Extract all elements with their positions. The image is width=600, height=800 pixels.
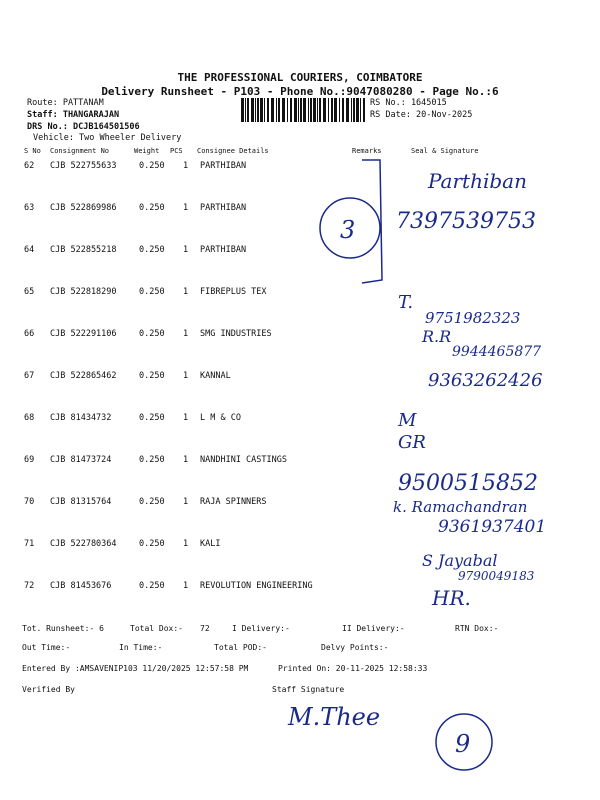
circle-annotation-3	[320, 198, 380, 258]
rtn-dox: RTN Dox:-	[455, 624, 499, 633]
row-consignment: CJB 81315764	[50, 497, 112, 507]
barcode-bar	[300, 98, 302, 122]
row-sno: 65	[24, 287, 35, 297]
barcode-bar	[339, 98, 340, 122]
verified-by: Verified By	[22, 685, 75, 694]
row-sno: 66	[24, 329, 35, 339]
row-weight: 0.250	[139, 287, 165, 297]
total-pod: Total POD:-	[214, 643, 267, 652]
handwritten-9: 9	[455, 730, 471, 758]
barcode-bar	[287, 98, 288, 122]
col-consignee: Consignee Details	[197, 147, 269, 155]
row-weight: 0.250	[139, 581, 165, 591]
row-pcs: 1	[183, 455, 189, 465]
row-weight: 0.250	[139, 203, 165, 213]
ii-delivery: II Delivery:-	[342, 624, 405, 633]
barcode-bar	[334, 98, 337, 122]
handwritten-phone-5: 9500515852	[398, 471, 538, 496]
row-sno: 71	[24, 539, 35, 549]
row-pcs: 1	[183, 203, 189, 213]
row-consignee: PARTHIBAN	[200, 161, 247, 171]
row-consignee: KALI	[200, 539, 221, 549]
barcode-bar	[257, 98, 259, 122]
handwritten-name-6: k. Ramachandran	[393, 498, 528, 516]
barcode-bar	[278, 98, 280, 122]
tot-runsheet: Tot. Runsheet:- 6	[22, 624, 104, 633]
i-delivery: I Delivery:-	[232, 624, 290, 633]
row-sno: 72	[24, 581, 35, 591]
drs-label: DRS No.: DCJB164501506	[27, 122, 140, 132]
row-weight: 0.250	[139, 161, 165, 171]
col-weight: Weight	[134, 147, 160, 155]
barcode-bar	[241, 98, 244, 122]
handwritten-phone-2: 9751982323	[425, 309, 521, 327]
row-sno: 64	[24, 245, 35, 255]
barcode-bar	[260, 98, 263, 122]
row-weight: 0.250	[139, 329, 165, 339]
row-pcs: 1	[183, 329, 189, 339]
row-weight: 0.250	[139, 371, 165, 381]
col-consignment: Consignment No	[50, 147, 110, 155]
handwritten-signature-1: Parthiban	[428, 169, 527, 193]
remarks-bracket	[362, 160, 382, 283]
col-pcs: PCS	[170, 147, 183, 155]
barcode-bar	[310, 98, 312, 122]
handwritten-phone-3: 9944465877	[452, 344, 542, 360]
col-seal-signature: Seal & Signature	[411, 147, 479, 155]
row-consignment: CJB 81453676	[50, 581, 112, 591]
row-weight: 0.250	[139, 245, 165, 255]
row-weight: 0.250	[139, 413, 165, 423]
barcode-bar	[360, 98, 361, 122]
col-remarks: Remarks	[352, 147, 382, 155]
row-consignee: PARTHIBAN	[200, 245, 247, 255]
barcode-bar	[363, 98, 365, 122]
barcode-bar	[317, 98, 318, 122]
barcode-bar	[264, 98, 265, 122]
row-sno: 63	[24, 203, 35, 213]
handwritten-sig-5: M	[398, 410, 417, 431]
row-consignee: L M & CO	[200, 413, 241, 423]
barcode-bar	[351, 98, 352, 122]
row-consignment: CJB 522855218	[50, 245, 117, 255]
handwritten-sig-3: R.R	[422, 327, 452, 346]
barcode-bar	[331, 98, 333, 122]
handwritten-staff-signature: M.Thee	[288, 703, 381, 731]
handwritten-phone-6: 9361937401	[438, 517, 547, 537]
row-sno: 67	[24, 371, 35, 381]
barcode-bar	[308, 98, 309, 122]
vehicle-label: Vehicle: Two Wheeler Delivery	[33, 133, 182, 143]
entered-by: Entered By :AMSAVENIP103 11/20/2025 12:57:58 PM	[22, 664, 249, 673]
barcode-bar	[342, 98, 344, 122]
row-sno: 68	[24, 413, 35, 423]
barcode-bar	[298, 98, 299, 122]
row-weight: 0.250	[139, 539, 165, 549]
barcode-bar	[303, 98, 306, 122]
barcode-image	[241, 98, 366, 122]
row-pcs: 1	[183, 371, 189, 381]
col-sno: S No	[24, 147, 41, 155]
barcode-bar	[313, 98, 316, 122]
row-consignee: NANDHINI CASTINGS	[200, 455, 287, 465]
handwritten-phone-4: 9363262426	[428, 370, 543, 391]
handwritten-name-7: S Jayabal	[422, 551, 498, 570]
runsheet-subtitle: Delivery Runsheet - P103 - Phone No.:9047080280 - Page No.:6	[101, 85, 499, 98]
row-pcs: 1	[183, 245, 189, 255]
row-pcs: 1	[183, 497, 189, 507]
row-consignment: CJB 81473724	[50, 455, 112, 465]
printed-on: Printed On: 20-11-2025 12:58:33	[278, 664, 428, 673]
barcode-bar	[267, 98, 269, 122]
barcode-bar	[328, 98, 329, 122]
row-sno: 70	[24, 497, 35, 507]
barcode-bar	[319, 98, 321, 122]
row-consignment: CJB 522755633	[50, 161, 117, 171]
total-dox-value: 72	[200, 624, 210, 633]
barcode-bar	[251, 98, 254, 122]
handwritten-sig-5b: GR	[398, 432, 426, 453]
row-consignee: FIBREPLUS TEX	[200, 287, 267, 297]
row-pcs: 1	[183, 287, 189, 297]
barcode-bar	[276, 98, 277, 122]
barcode-bar	[346, 98, 349, 122]
barcode-bar	[356, 98, 359, 122]
handwritten-3: 3	[340, 216, 356, 244]
row-consignee: SMG INDUSTRIES	[200, 329, 272, 339]
out-time: Out Time:-	[22, 643, 71, 652]
barcode-bar	[282, 98, 285, 122]
barcode-bar	[247, 98, 249, 122]
handwritten-phone-1: 7397539753	[396, 209, 536, 234]
barcode-bar	[290, 98, 292, 122]
row-consignment: CJB 522818290	[50, 287, 117, 297]
barcode-bar	[271, 98, 274, 122]
row-consignment: CJB 522865462	[50, 371, 117, 381]
handwritten-initials-8: HR.	[432, 586, 471, 610]
handwritten-initials-2: T.	[398, 292, 414, 313]
row-consignment: CJB 81434732	[50, 413, 112, 423]
row-consignment: CJB 522291106	[50, 329, 117, 339]
row-consignee: KANNAL	[200, 371, 231, 381]
barcode-bar	[294, 98, 297, 122]
barcode-bar	[255, 98, 256, 122]
rs-no-label: RS No.: 1645015	[370, 98, 447, 108]
in-time: In Time:-	[119, 643, 163, 652]
rs-date-label: RS Date: 20-Nov-2025	[370, 110, 473, 120]
total-dox-label: Total Dox:-	[130, 624, 183, 633]
delvy-points: Delvy Points:-	[321, 643, 389, 652]
row-consignment: CJB 522780364	[50, 539, 117, 549]
row-pcs: 1	[183, 581, 189, 591]
barcode-bar	[245, 98, 246, 122]
route-label: Route: PATTANAM	[27, 98, 104, 108]
row-sno: 69	[24, 455, 35, 465]
row-consignee: PARTHIBAN	[200, 203, 247, 213]
staff-signature-label: Staff Signature	[272, 685, 345, 694]
barcode-bar	[323, 98, 326, 122]
staff-label: Staff: THANGARAJAN	[27, 110, 120, 120]
row-weight: 0.250	[139, 455, 165, 465]
row-pcs: 1	[183, 413, 189, 423]
handwritten-phone-7: 9790049183	[458, 569, 535, 583]
barcode-bar	[353, 98, 355, 122]
row-consignee: RAJA SPINNERS	[200, 497, 267, 507]
row-consignment: CJB 522869986	[50, 203, 117, 213]
row-sno: 62	[24, 161, 35, 171]
circle-annotation-9	[436, 714, 492, 770]
row-pcs: 1	[183, 161, 189, 171]
company-title: THE PROFESSIONAL COURIERS, COIMBATORE	[177, 71, 423, 84]
row-pcs: 1	[183, 539, 189, 549]
row-weight: 0.250	[139, 497, 165, 507]
row-consignee: REVOLUTION ENGINEERING	[200, 581, 313, 591]
